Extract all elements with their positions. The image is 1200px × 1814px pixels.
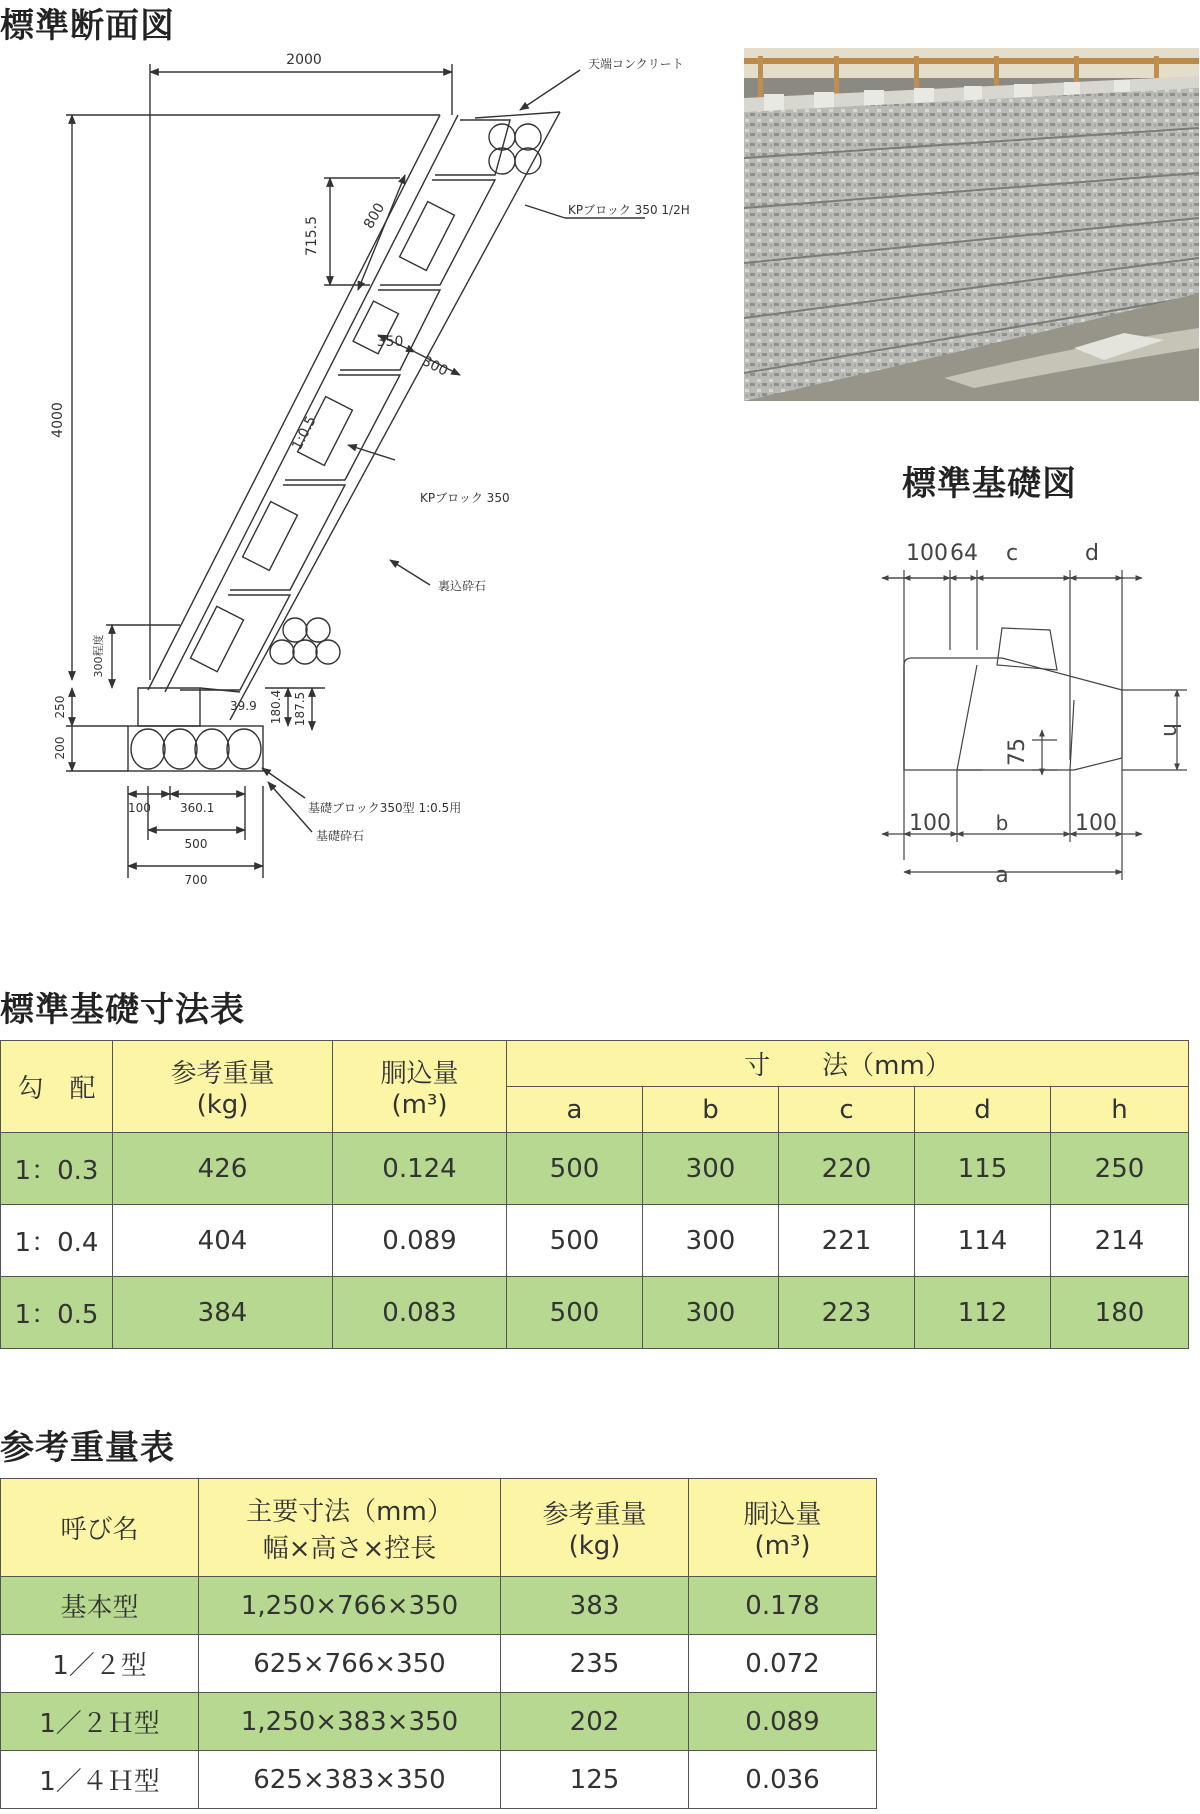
fdim-h: h	[1158, 723, 1183, 737]
cell-weight: 426	[113, 1133, 333, 1205]
cell-volume: 0.089	[333, 1205, 507, 1277]
cell-name: 1／２型	[1, 1635, 199, 1693]
dim-100: 100	[128, 801, 151, 815]
label-kiso-block: 基礎ブロック350型 1:0.5用	[308, 801, 462, 815]
cell-volume: 0.178	[689, 1577, 877, 1635]
cell-a: 500	[507, 1133, 643, 1205]
table-row	[1, 1133, 1189, 1205]
cell-dims: 1,250×766×350	[199, 1577, 501, 1635]
cell-h: 214	[1051, 1205, 1189, 1277]
cell-weight: 235	[501, 1635, 689, 1693]
cell-dims: 625×766×350	[199, 1635, 501, 1693]
cell-d: 112	[915, 1277, 1051, 1349]
cell-name: 1／２Ｈ型	[1, 1693, 199, 1751]
cell-slope: 1：0.4	[1, 1205, 113, 1277]
cell-volume: 0.072	[689, 1635, 877, 1693]
cell-dims: 625×383×350	[199, 1751, 501, 1809]
cell-volume: 0.036	[689, 1751, 877, 1809]
fdim-c: c	[1005, 541, 1019, 566]
retaining-wall-photo	[744, 48, 1199, 401]
dim-700: 700	[184, 873, 208, 887]
cell-d: 115	[915, 1133, 1051, 1205]
dim-500: 500	[184, 837, 208, 851]
dim-250: 250	[53, 695, 67, 719]
fdim-75: 75	[1005, 738, 1030, 766]
fdim-d: d	[1085, 541, 1099, 566]
header-dimensions: 寸 法（mm）	[507, 1041, 1189, 1087]
header-d: d	[915, 1087, 1051, 1133]
fdim-64: 64	[950, 541, 978, 566]
header-volume: 胴込量 (m³)	[689, 1479, 877, 1577]
section-title-cross: 標準断面図	[0, 6, 175, 46]
dim-350: 350	[376, 334, 404, 350]
cell-a: 500	[507, 1205, 643, 1277]
dim-187-5: 187.5	[293, 691, 307, 727]
slope-label: 1:0.5	[289, 413, 320, 453]
label-urakomi: 裏込砕石	[438, 579, 487, 593]
header-weight: 参考重量 (kg)	[501, 1479, 689, 1577]
dim-715-5: 715.5	[304, 215, 320, 257]
dim-180-4: 180.4	[269, 689, 283, 725]
cell-weight: 383	[501, 1577, 689, 1635]
table2-title: 参考重量表	[0, 1428, 175, 1468]
cell-h: 180	[1051, 1277, 1189, 1349]
cell-b: 300	[643, 1277, 779, 1349]
cell-volume: 0.083	[333, 1277, 507, 1349]
label-300-degree: 300程度	[92, 634, 105, 678]
cell-name: 基本型	[1, 1577, 199, 1635]
header-h: h	[1051, 1087, 1189, 1133]
cell-name: 1／４Ｈ型	[1, 1751, 199, 1809]
table-row	[1, 1635, 877, 1693]
cell-weight: 202	[501, 1693, 689, 1751]
dim-200: 200	[53, 736, 67, 760]
header-slope: 勾 配	[1, 1041, 113, 1133]
cell-d: 114	[915, 1205, 1051, 1277]
cell-c: 220	[779, 1133, 915, 1205]
label-kp: KPブロック 350	[420, 491, 510, 505]
label-kiso-saiseki: 基礎砕石	[316, 829, 365, 843]
table-row	[1, 1751, 877, 1809]
cell-slope: 1：0.3	[1, 1133, 113, 1205]
cell-c: 223	[779, 1277, 915, 1349]
header-main-dims: 主要寸法（mm） 幅×高さ×控長	[199, 1479, 501, 1577]
cell-b: 300	[643, 1133, 779, 1205]
table-row	[1, 1577, 877, 1635]
cell-b: 300	[643, 1205, 779, 1277]
table-row	[1, 1693, 877, 1751]
header-b: b	[643, 1087, 779, 1133]
table1-title: 標準基礎寸法表	[0, 990, 245, 1030]
fdim-100-bottom-left: 100	[909, 811, 951, 836]
header-c: c	[779, 1087, 915, 1133]
dim-360-1: 360.1	[180, 801, 215, 815]
header-weight: 参考重量 (kg)	[113, 1041, 333, 1133]
cell-h: 250	[1051, 1133, 1189, 1205]
table-row	[1, 1277, 1189, 1349]
cell-weight: 384	[113, 1277, 333, 1349]
foundation-diagram	[852, 530, 1200, 910]
header-a: a	[507, 1087, 643, 1133]
fdim-100-top: 100	[906, 541, 948, 566]
dim-39-9: 39.9	[230, 699, 257, 713]
cell-weight: 404	[113, 1205, 333, 1277]
table-row	[1, 1205, 1189, 1277]
dim-2000: 2000	[286, 52, 322, 68]
fdim-a: a	[995, 863, 1009, 888]
cell-volume: 0.124	[333, 1133, 507, 1205]
label-kp-half: KPブロック 350 1/2H	[568, 203, 690, 217]
dim-800: 800	[360, 200, 389, 232]
cell-a: 500	[507, 1277, 643, 1349]
cell-weight: 125	[501, 1751, 689, 1809]
label-tenba: 天端コンクリート	[588, 57, 684, 71]
cross-section-diagram	[40, 40, 700, 900]
header-name: 呼び名	[1, 1479, 199, 1577]
foundation-dimension-table	[0, 1040, 1189, 1349]
cell-slope: 1：0.5	[1, 1277, 113, 1349]
header-volume: 胴込量 (m³)	[333, 1041, 507, 1133]
section-title-foundation: 標準基礎図	[902, 464, 1077, 504]
reference-weight-table	[0, 1478, 877, 1809]
dim-300: 300	[419, 353, 451, 380]
fdim-b: b	[995, 811, 1009, 835]
cell-c: 221	[779, 1205, 915, 1277]
cell-dims: 1,250×383×350	[199, 1693, 501, 1751]
dim-4000: 4000	[50, 402, 66, 438]
cell-volume: 0.089	[689, 1693, 877, 1751]
fdim-100-bottom-right: 100	[1075, 811, 1117, 836]
